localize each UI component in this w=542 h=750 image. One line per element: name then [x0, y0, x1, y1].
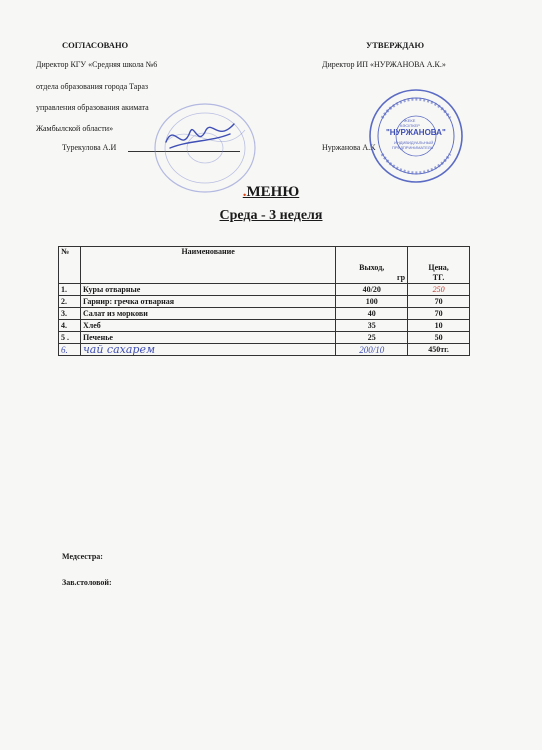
stamp-line-2: КӘСІПКЕР: [400, 123, 420, 128]
table-row: [59, 320, 470, 332]
page-title: [0, 184, 542, 201]
menu-table: [58, 246, 470, 356]
row-price: 70: [408, 308, 470, 320]
footer-canteen: Зав.столовой:: [62, 578, 112, 587]
header-out-line2: гр: [397, 273, 406, 282]
footer-nurse: Медсестра:: [62, 552, 103, 561]
row-name: чай сахарем: [80, 344, 335, 356]
header-price-line2: ТГ.: [432, 273, 445, 282]
table-row: [59, 308, 470, 320]
stamp-line-1: ЖЕКЕ: [404, 118, 416, 123]
row-out: 25: [336, 332, 408, 344]
approval-left-heading: СОГЛАСОВАНО: [62, 40, 129, 50]
table-header-row: [59, 247, 470, 284]
approval-right-heading: УТВЕРЖДАЮ: [366, 40, 425, 50]
stamp-name: "НУРЖАНОВА": [386, 128, 446, 137]
approval-right-signer: Нуржанова А.К: [322, 143, 376, 152]
table-row: [59, 284, 470, 296]
row-name: Салат из моркови: [80, 308, 335, 320]
row-price: 450тг.: [408, 344, 470, 356]
header-price: [408, 247, 470, 284]
stamp-line-3: ИНДИВИДУАЛЬНЫЙ: [394, 140, 434, 145]
page-subtitle: Среда - 3 неделя: [219, 208, 323, 223]
stamp-line-4: ПРЕДПРИНИМАТЕЛЬ: [392, 145, 434, 150]
table-row: [59, 296, 470, 308]
row-num: 3.: [59, 308, 81, 320]
row-price: 10: [408, 320, 470, 332]
row-num: 2.: [59, 296, 81, 308]
row-out: 35: [336, 320, 408, 332]
header-out: [336, 247, 408, 284]
row-price: 250: [408, 284, 470, 296]
approval-left-line-2: отдела образования города Тараз: [36, 82, 149, 91]
row-num: 4.: [59, 320, 81, 332]
row-price: 50: [408, 332, 470, 344]
title-text: МЕНЮ: [246, 184, 300, 200]
row-name: Хлеб: [80, 320, 335, 332]
row-price: 70: [408, 296, 470, 308]
approval-left-line-1: Директор КГУ «Средняя школа №6: [36, 60, 158, 69]
approval-left-line-3: управления образования акимата: [36, 103, 149, 112]
approval-right-line: Директор ИП «НУРЖАНОВА А.К.»: [322, 60, 446, 69]
row-num: 6.: [59, 344, 81, 356]
row-name: Печенье: [80, 332, 335, 344]
row-out: 200/10: [336, 344, 408, 356]
company-stamp: [368, 88, 464, 184]
table-row: [59, 332, 470, 344]
row-num: 5 .: [59, 332, 81, 344]
row-name: Куры отварные: [80, 284, 335, 296]
header-out-line1: Выход,: [359, 263, 385, 272]
row-num: 1.: [59, 284, 81, 296]
row-out: 40/20: [336, 284, 408, 296]
header-price-line1: Цена,: [428, 263, 449, 272]
row-out: 40: [336, 308, 408, 320]
approval-left-signer: Турекулова А.И: [62, 143, 117, 152]
title-dot: .: [242, 184, 247, 200]
row-name: Гарнир: гречка отварная: [80, 296, 335, 308]
approval-left-line-4: Жамбылской области»: [36, 124, 114, 133]
header-num: №: [59, 247, 81, 284]
table-row: [59, 344, 470, 356]
signature-icon: [160, 112, 240, 162]
row-out: 100: [336, 296, 408, 308]
header-name: Наименование: [80, 247, 335, 284]
